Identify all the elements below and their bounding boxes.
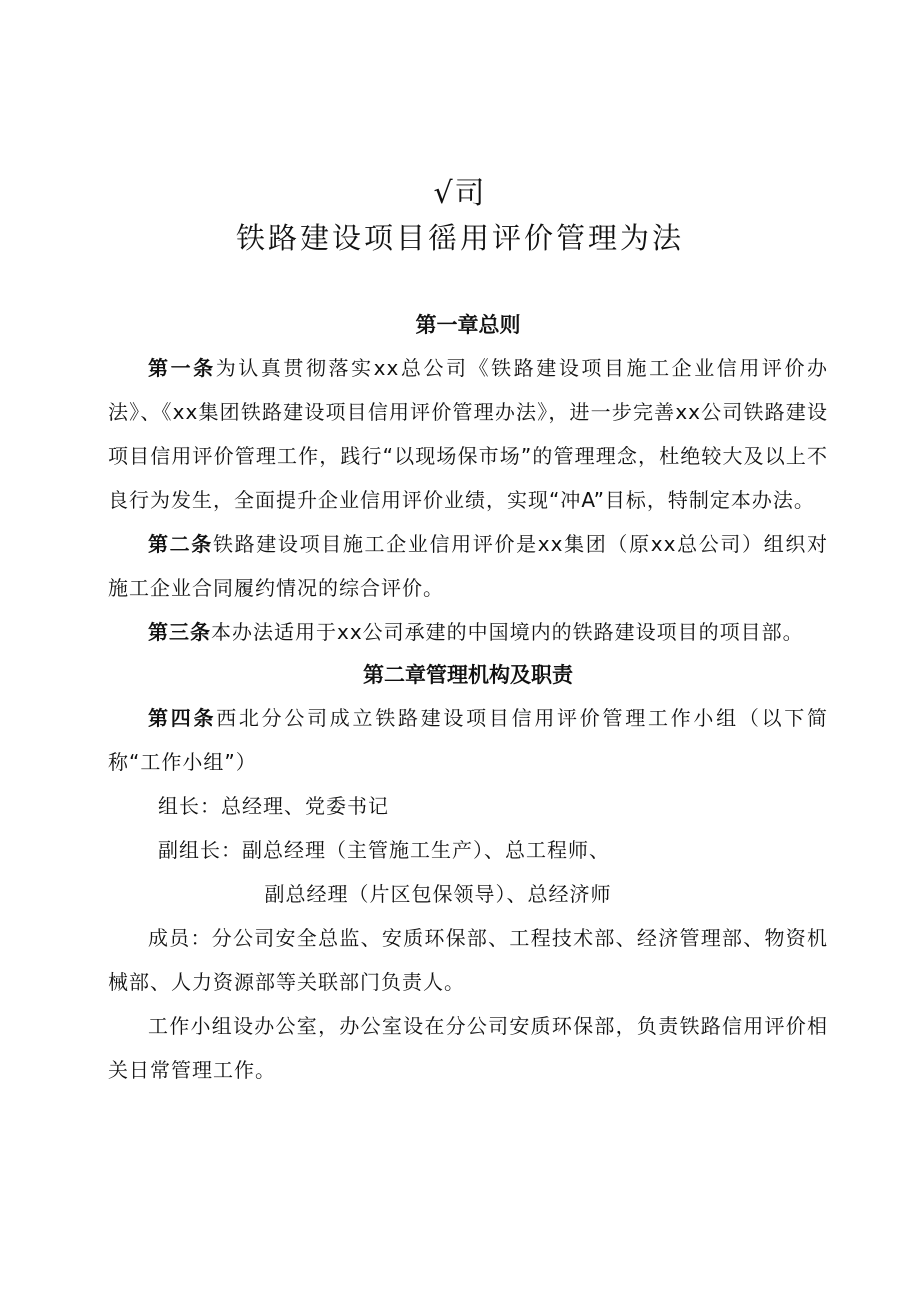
members-paragraph: 成员：分公司安全总监、安质环保部、工程技术部、经济管理部、物资机械部、人力资源部等关联部门负责人。: [108, 926, 828, 994]
article-1-text: 为认真贯彻落实xx总公司《铁路建设项目施工企业信用评价办法》、《xx集团铁路建设项目信用评价管理办法》，进一步完善xx公司铁路建设项目信用评价管理工作，践行“以现场保市场”的管理理念，杜绝较大及以上不良行为发生，全面提升企业信用评价业绩，实现“冲A”目标，特制定本办法。: [108, 356, 829, 512]
article-3-text: 本办法适用于xx公司承建的中国境内的铁路建设项目的项目部。: [211, 620, 804, 644]
leader-line: 组长：总经理、党委书记: [158, 794, 389, 818]
office-paragraph: 工作小组设办公室，办公室设在分公司安质环保部，负责铁路信用评价相关日常管理工作。: [108, 1014, 828, 1082]
article-4-text: 西北分公司成立铁路建设项目信用评价管理工作小组（以下简称“工作小组”）: [108, 706, 829, 774]
article-1-label: 第一条: [148, 356, 216, 380]
company-name: √司: [433, 176, 487, 211]
article-2-text: 铁路建设项目施工企业信用评价是xx集团（原xx总公司）组织对施工企业合同履约情况的综合评价。: [108, 532, 829, 600]
deputy-continued-line: 副总经理（片区包保领导）、总经济师: [264, 882, 612, 906]
article-2-label: 第二条: [148, 532, 213, 556]
article-3-label: 第三条: [148, 620, 211, 644]
article-3: [108, 610, 828, 654]
article-4-label: 第四条: [148, 706, 217, 730]
deputy-line: 副组长：副总经理（主管施工生产）、总工程师、: [158, 838, 610, 862]
article-4: [108, 696, 828, 784]
document-body: [108, 304, 828, 1092]
chapter-2-heading: 第二章管理机构及职责: [363, 663, 573, 687]
document-title: 铁路建设项目徭用评价管理为法: [235, 221, 684, 255]
article-1: [108, 346, 828, 522]
article-2: [108, 522, 828, 610]
chapter-1-heading: 第一章总则: [415, 313, 521, 337]
